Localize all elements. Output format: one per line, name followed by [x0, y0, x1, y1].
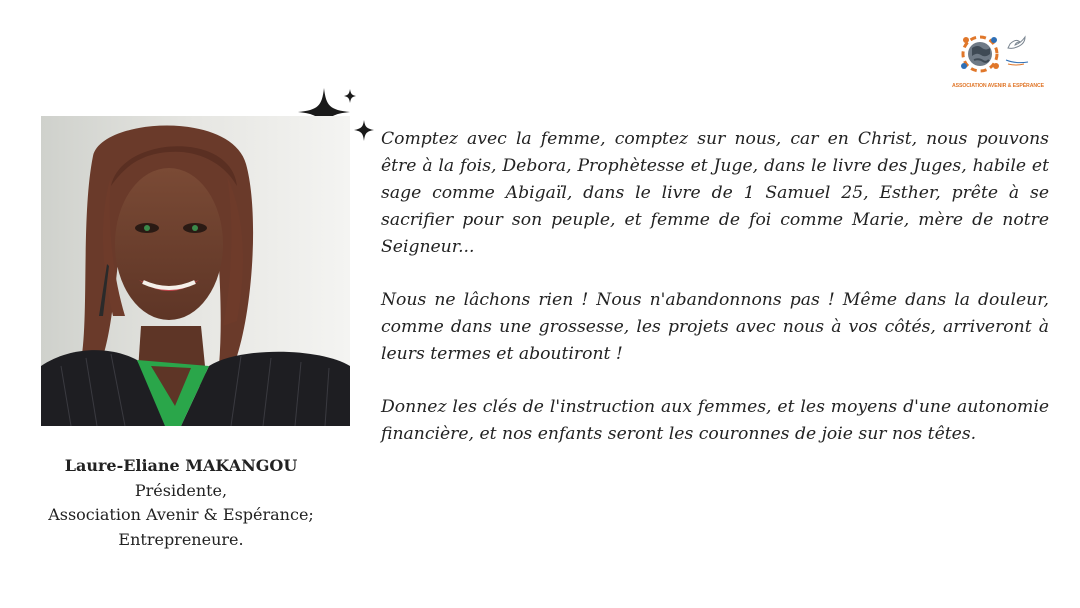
portrait-photo: [41, 116, 350, 426]
quote-paragraph: Comptez avec la femme, comptez sur nous, car en Christ, nous pouvons être à la fois, Debora, Prophètesse et Juge, dans le livre des Juges, habile et sage comme Abigaïl, dans le livre de 1 Samuel 25, Esther, prête à se sacrifier pour son peuple, et femme de foi comme Marie, mère de notre Seigneur...: [381, 129, 1049, 257]
person-title-line: Association Avenir & Espérance;: [48, 505, 314, 524]
logo-caption: ASSOCIATION AVENIR & ESPÉRANCE: [951, 83, 1045, 89]
quote-paragraph: Donnez les clés de l'instruction aux femmes, et les moyens d'une autonomie financière, et nos enfants seront les couronnes de joie sur nos têtes.: [381, 397, 1049, 444]
person-title-line: Entrepreneure.: [118, 529, 244, 549]
quote-paragraph: Nous ne lâchons rien ! Nous n'abandonnons pas ! Même dans la douleur, comme dans une grossesse, les projets avec nous à vos côtés, arriveront à leurs termes et aboutiront !: [381, 290, 1049, 364]
person-name: Laure-Eliane MAKANGOU: [64, 456, 298, 475]
globe-dove-icon: [948, 26, 1048, 84]
quote-text: [381, 126, 1049, 474]
person-caption: [30, 454, 332, 552]
association-logo: [948, 26, 1048, 94]
person-title-line: Présidente,: [134, 480, 228, 500]
